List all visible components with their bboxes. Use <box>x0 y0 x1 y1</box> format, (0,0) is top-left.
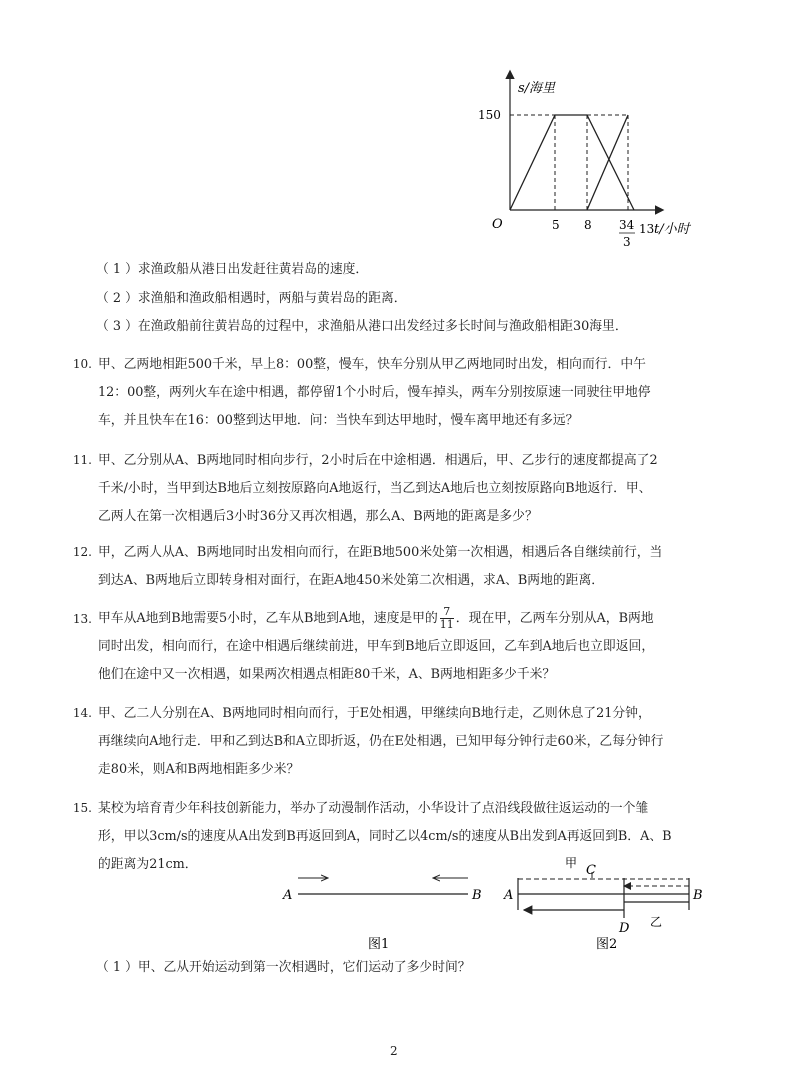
graph-x-tick-3: 3 <box>623 235 631 249</box>
q14-line-3: 走80米，则A和B两地相距多少米？ <box>98 762 300 777</box>
fig2-label-yi: 乙 <box>650 915 663 929</box>
fig1-label-a: A <box>283 888 293 903</box>
distance-time-graph <box>470 64 710 254</box>
fig2-label-c: C <box>586 863 596 878</box>
graph-xlabel: t/小时 <box>654 222 690 237</box>
q10-line-3: 车，并且快车在16：00整到达甲地．问：当快车到达甲地时，慢车离甲地还有多远？ <box>98 413 579 428</box>
q15-line-3: 的距离为21cm． <box>98 857 198 872</box>
q14-line-1: 甲、乙二人分别在A、B两地同时相向而行，于E处相遇，甲继续向B地行走，乙则休息了21分钟， <box>98 706 651 721</box>
q14-number: 14. <box>72 706 92 720</box>
q10-line-1: 甲、乙两地相距500千米，早上8：00整，慢车，快车分别从甲乙两地同时出发，相向而行．中午 <box>98 357 646 372</box>
q13-line-3: 他们在途中又一次相遇，如果两次相遇点相距80千米，A、B两地相距多少千米？ <box>98 667 556 682</box>
q13-number: 13. <box>72 612 92 626</box>
page-number: 2 <box>390 1044 398 1058</box>
graph-ylabel: s/海里 <box>518 81 556 96</box>
figure-2 <box>500 852 720 954</box>
q11-line-2: 千米/小时，当甲到达B地后立刻按原路向A地返行，当乙到达A地后也立刻按原路向B地返行．甲、 <box>98 481 652 496</box>
graph-x-tick-5: 5 <box>552 218 560 232</box>
q11-line-3: 乙两人在第一次相遇后3小时36分又再次相遇，那么A、B两地的距离是多少？ <box>98 509 538 524</box>
graph-origin: O <box>492 217 503 232</box>
fig2-label-b: B <box>693 888 703 903</box>
figure-1 <box>278 864 498 954</box>
graph-x-tick-13: 13 <box>639 222 655 236</box>
q14-line-2: 再继续向A地行走．甲和乙到达B和A立即折返，仍在E处相遇，已知甲每分钟行走60米，乙每分钟行 <box>98 734 664 749</box>
fig2-label-a: A <box>504 888 514 903</box>
q12-line-2: 到达A、B两地后立即转身相对面行，在距A地450米处第二次相遇，求A、B两地的距离． <box>98 573 605 588</box>
q12-number: 12. <box>72 545 92 559</box>
q10-line-2: 12：00整，两列火车在途中相遇，都停留1个小时后，慢车掉头，两车分别按原速一同驶往甲地停 <box>98 385 651 400</box>
q13-line-1-pre: 甲车从A地到B地需要5小时，乙车从B地到A地，速度是甲的 <box>98 611 438 626</box>
fig2-caption: 图2 <box>596 937 618 952</box>
fraction-seven-elevenths: $\frac{7}{11}$ <box>439 605 454 631</box>
q9-part-3: （ 3 ）在渔政船前往黄岩岛的过程中，求渔船从港口出发经过多长时间与渔政船相距30海里． <box>96 319 628 334</box>
q11-line-1: 甲、乙分别从A、B两地同时相向步行，2小时后在中途相遇．相遇后，甲、乙步行的速度都提高了2 <box>98 453 658 468</box>
q13-line-1 <box>98 604 654 634</box>
graph-y-tick: 150 <box>478 108 501 122</box>
fig1-label-b: B <box>472 888 482 903</box>
fig2-label-d: D <box>619 921 630 936</box>
q11-number: 11. <box>72 453 92 467</box>
graph-x-tick-8: 8 <box>584 218 592 232</box>
q15-line-2: 形，甲以3cm/s的速度从A出发到B再返回到A，同时乙以4cm/s的速度从B出发到A再返回到B．A、B <box>98 829 672 844</box>
q15-part-1: （ 1 ）甲、乙从开始运动到第一次相遇时，它们运动了多少时间？ <box>96 960 471 975</box>
q10-number: 10. <box>72 357 92 371</box>
q15-line-1: 某校为培育青少年科技创新能力，举办了动漫制作活动，小华设计了点沿线段做往返运动的一个雏 <box>98 801 649 816</box>
fig1-caption: 图1 <box>368 937 390 952</box>
q9-part-1: （ 1 ）求渔政船从港日出发赶往黄岩岛的速度． <box>96 262 369 277</box>
q15-number: 15. <box>72 801 92 815</box>
q9-part-2: （ 2 ）求渔船和渔政船相遇时，两船与黄岩岛的距离． <box>96 291 407 306</box>
patrol-boat-line <box>587 115 628 210</box>
fig2-label-jia: 甲 <box>565 856 578 870</box>
graph-x-tick-34: 34 <box>619 218 635 232</box>
fishing-boat-line <box>510 115 634 210</box>
q13-line-1-post: ．现在甲，乙两车分别从A，B两地 <box>455 611 654 626</box>
q12-line-1: 甲，乙两人从A、B两地同时出发相向而行，在距B地500米处第一次相遇，相遇后各自继续前行，当 <box>98 545 663 560</box>
q13-line-2: 同时出发，相向而行，在途中相遇后继续前进，甲车到B地后立即返回，乙车到A地后也立即返回， <box>98 639 655 654</box>
